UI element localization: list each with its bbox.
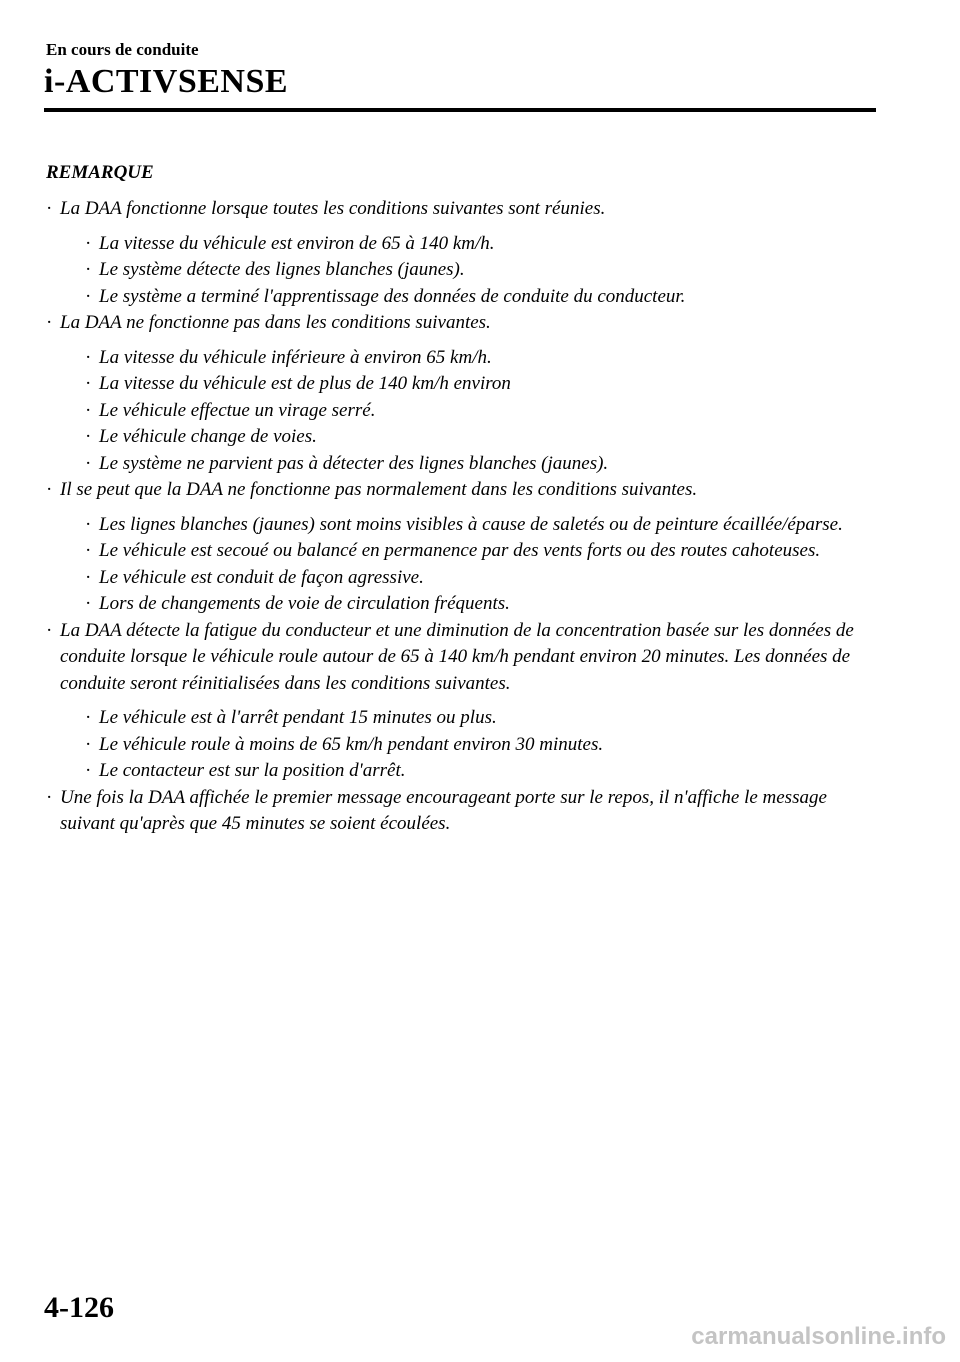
note-heading: REMARQUE: [46, 162, 154, 183]
sub-item: [60, 231, 876, 258]
note-item: [46, 618, 876, 785]
sub-item: [60, 257, 876, 284]
sub-item-text: La vitesse du véhicule est environ de 65 à 140 km/h.: [99, 232, 495, 254]
bullet-icon: ·: [85, 707, 92, 728]
sub-item: [60, 565, 876, 592]
bullet-icon: ·: [85, 259, 92, 280]
sub-item-text: Le véhicule est secoué ou balancé en permanence par des vents forts ou des routes cahoteuses.: [99, 540, 821, 561]
sub-item-text: Le véhicule effectue un virage serré.: [99, 399, 376, 421]
sub-item-text: Lors de changements de voie de circulation fréquents.: [99, 593, 510, 614]
sub-item: [60, 424, 876, 451]
bullet-icon: ·: [85, 452, 92, 474]
sub-item: [60, 591, 876, 618]
sub-list: [60, 705, 876, 785]
header-rule: [44, 108, 876, 112]
sub-item: [60, 371, 876, 398]
sub-item: [60, 398, 876, 425]
note-item-text: Il se peut que la DAA ne fonctionne pas normalement dans les conditions suivantes.: [60, 479, 698, 500]
bullet-icon: ·: [85, 373, 92, 394]
sub-item: [60, 284, 876, 311]
sub-list: [60, 512, 876, 618]
sub-item-text: Le véhicule change de voies.: [99, 426, 317, 447]
bullet-icon: ·: [85, 733, 92, 755]
note-item: [46, 196, 876, 310]
bullet-icon: ·: [85, 232, 92, 254]
bullet-icon: ·: [85, 593, 92, 614]
bullet-icon: ·: [46, 198, 53, 219]
bullet-icon: ·: [46, 619, 53, 641]
bullet-icon: ·: [85, 285, 92, 307]
sub-item-text: Le système détecte des lignes blanches (jaunes).: [99, 259, 465, 280]
sub-list: [60, 231, 876, 311]
note-block: [46, 160, 876, 838]
note-item-text: La DAA détecte la fatigue du conducteur et une diminution de la concentration basée sur les données de conduite lorsque le véhicule roule autour de 65 à 140 km/h pendant environ 20 minutes. Les données de conduite seront réinitialisées dans les conditions suivantes.: [60, 619, 854, 694]
sub-item: [60, 345, 876, 372]
chapter-title: i-ACTIVSENSE: [44, 63, 289, 100]
sub-item: [60, 451, 876, 478]
bullet-icon: ·: [85, 426, 92, 447]
bullet-icon: ·: [85, 513, 92, 535]
note-item: [46, 310, 876, 477]
note-item-text: La DAA ne fonctionne pas dans les conditions suivantes.: [60, 312, 491, 333]
sub-item-text: Le système ne parvient pas à détecter des lignes blanches (jaunes).: [99, 452, 609, 474]
sub-item-text: Le véhicule est conduit de façon agressive.: [99, 566, 424, 588]
bullet-icon: ·: [46, 786, 53, 808]
sub-item-text: Le véhicule est à l'arrêt pendant 15 minutes ou plus.: [99, 707, 497, 728]
sub-item-text: Le contacteur est sur la position d'arrêt.: [99, 760, 406, 781]
bullet-icon: ·: [85, 540, 92, 561]
page-number: 4-126: [44, 1291, 114, 1324]
section-label: En cours de conduite: [46, 40, 199, 59]
sub-item-text: Les lignes blanches (jaunes) sont moins visibles à cause de saletés ou de peinture écaillée/éparse.: [99, 513, 843, 535]
note-item: [46, 477, 876, 618]
sub-item: [60, 538, 876, 565]
sub-item: [60, 758, 876, 785]
note-item: [46, 785, 876, 838]
sub-item: [60, 512, 876, 539]
bullet-icon: ·: [46, 479, 53, 500]
bullet-icon: ·: [85, 346, 92, 368]
note-list: [46, 196, 876, 838]
bullet-icon: ·: [85, 399, 92, 421]
note-item-text: Une fois la DAA affichée le premier message encourageant porte sur le repos, il n'affiche le message suivant qu'après que 45 minutes se soient écoulées.: [60, 786, 827, 834]
bullet-icon: ·: [85, 760, 92, 781]
bullet-icon: ·: [85, 566, 92, 588]
sub-item: [60, 705, 876, 732]
sub-item: [60, 732, 876, 759]
bullet-icon: ·: [46, 312, 53, 333]
sub-item-text: Le système a terminé l'apprentissage des données de conduite du conducteur.: [99, 285, 686, 307]
watermark: carmanualsonline.info: [691, 1323, 946, 1350]
sub-item-text: La vitesse du véhicule inférieure à environ 65 km/h.: [99, 346, 492, 368]
sub-item-text: La vitesse du véhicule est de plus de 140 km/h environ: [99, 373, 511, 394]
sub-list: [60, 345, 876, 478]
sub-item-text: Le véhicule roule à moins de 65 km/h pendant environ 30 minutes.: [99, 733, 604, 755]
note-item-text: La DAA fonctionne lorsque toutes les conditions suivantes sont réunies.: [60, 198, 606, 219]
